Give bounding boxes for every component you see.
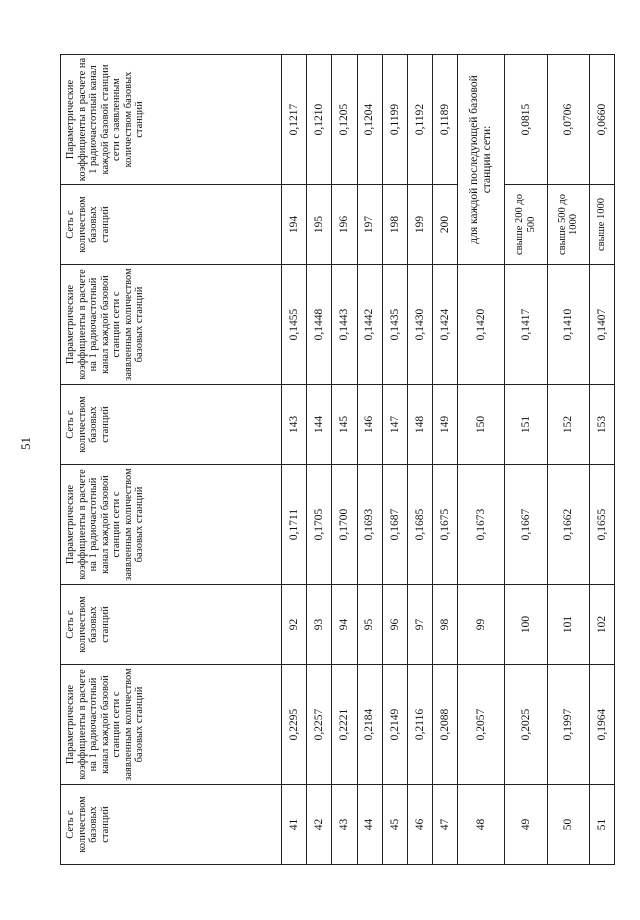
table-cell: 0,1410 [547,265,589,385]
table-cell: 0,1705 [307,465,332,585]
table-cell: 143 [282,385,307,465]
table-cell: 0,0706 [547,55,589,185]
table-row [357,55,382,865]
table-cell: 0,2057 [458,665,505,785]
header-row [61,55,282,865]
table-cell: 0,1685 [407,465,432,585]
table-cell: 0,1407 [589,265,614,385]
table-cell: 0,2295 [282,665,307,785]
table-cell: 0,1443 [332,265,357,385]
table-cell: 43 [332,785,357,865]
table-row [307,55,332,865]
table-row [458,55,505,865]
header-cell: Сеть с количеством базовых станций [61,385,282,465]
header-cell: Параметрические коэффициенты в расчете на 1 радиочастотный канал каждой базовой станции сети с заявленным количеством базовых станций [61,665,282,785]
table-row [382,55,407,865]
table-cell: 197 [357,185,382,265]
table-cell: 98 [433,585,458,665]
table-cell: 0,1430 [407,265,432,385]
table-cell: 0,1667 [505,465,547,585]
table-cell: 0,1192 [407,55,432,185]
table-cell: 0,1210 [307,55,332,185]
table-cell: 94 [332,585,357,665]
table-cell: свыше 200 до 500 [505,185,547,265]
table-cell: 50 [547,785,589,865]
table-cell: 0,1189 [433,55,458,185]
table-cell: 0,2184 [357,665,382,785]
table-cell: 0,1205 [332,55,357,185]
table-cell: 0,2025 [505,665,547,785]
table-cell: 0,1435 [382,265,407,385]
table-cell: 96 [382,585,407,665]
header-cell: Параметрические коэффициенты в расчете на 1 радиочастотный канал каждой базовой станции сети с заявленным количеством базовых станций [61,465,282,585]
table-cell: 100 [505,585,547,665]
table-cell: 0,1711 [282,465,307,585]
table-cell: 0,1417 [505,265,547,385]
table-row [407,55,432,865]
table-row [547,55,589,865]
table-cell: 0,1424 [433,265,458,385]
table-cell: 47 [433,785,458,865]
table-cell: 0,2221 [332,665,357,785]
table-cell: 196 [332,185,357,265]
table-cell: 146 [357,385,382,465]
table-cell: 0,1662 [547,465,589,585]
table-cell: 0,1420 [458,265,505,385]
table-cell: свыше 1000 [589,185,614,265]
header-cell: Параметрические коэффициенты в расчете на 1 радиочастотный канал каждой базовой станции сети с заявленным количеством базовых станций [61,265,282,385]
table-cell: 99 [458,585,505,665]
rotated-table-container [60,55,615,865]
table-cell: 144 [307,385,332,465]
table-cell: 44 [357,785,382,865]
table-cell: 198 [382,185,407,265]
table-cell: 42 [307,785,332,865]
table-cell: 148 [407,385,432,465]
table-cell: 0,1204 [357,55,382,185]
header-cell: Сеть с количеством базовых станций [61,185,282,265]
table-cell: 0,2149 [382,665,407,785]
page-number: 51 [18,437,33,450]
table-cell: 48 [458,785,505,865]
table-cell: 0,1442 [357,265,382,385]
table-cell: 149 [433,385,458,465]
table-cell: 200 [433,185,458,265]
table-cell: 95 [357,585,382,665]
table-cell: 0,0815 [505,55,547,185]
table-cell: 0,1700 [332,465,357,585]
table-cell: 0,2116 [407,665,432,785]
table-cell: 145 [332,385,357,465]
table-cell: 41 [282,785,307,865]
table-cell: 194 [282,185,307,265]
subsequent-station-note: для каждой последующей базовой станции сети: [458,55,505,265]
table-cell: 199 [407,185,432,265]
table-cell: 0,1448 [307,265,332,385]
header-cell: Параметрические коэффициенты в расчете на 1 радиочастотный канал каждой базовой станции сети с заявленным количеством базовых станций [61,55,282,185]
table-row [282,55,307,865]
table-cell: 153 [589,385,614,465]
table-cell: свыше 500 до 1000 [547,185,589,265]
table-row [332,55,357,865]
table-row [589,55,614,865]
table-cell: 0,0660 [589,55,614,185]
table-cell: 0,1997 [547,665,589,785]
table-cell: 150 [458,385,505,465]
table-cell: 92 [282,585,307,665]
table-cell: 151 [505,385,547,465]
table-cell: 195 [307,185,332,265]
table-cell: 0,1964 [589,665,614,785]
table-row [505,55,547,865]
table-cell: 0,1655 [589,465,614,585]
table-cell: 0,1675 [433,465,458,585]
table-cell: 152 [547,385,589,465]
table-cell: 49 [505,785,547,865]
table-cell: 0,1687 [382,465,407,585]
header-cell: Сеть с количеством базовых станций [61,785,282,865]
table-cell: 0,2257 [307,665,332,785]
table-cell: 0,1199 [382,55,407,185]
table-cell: 101 [547,585,589,665]
table-cell: 0,1693 [357,465,382,585]
table-cell: 51 [589,785,614,865]
table-cell: 147 [382,385,407,465]
table-row [433,55,458,865]
table-cell: 93 [307,585,332,665]
table-cell: 0,1455 [282,265,307,385]
table-cell: 0,1217 [282,55,307,185]
table-cell: 0,1673 [458,465,505,585]
coefficients-table [60,54,615,865]
table-cell: 46 [407,785,432,865]
header-cell: Сеть с количеством базовых станций [61,585,282,665]
table-cell: 102 [589,585,614,665]
table-cell: 97 [407,585,432,665]
table-cell: 0,2088 [433,665,458,785]
table-cell: 45 [382,785,407,865]
